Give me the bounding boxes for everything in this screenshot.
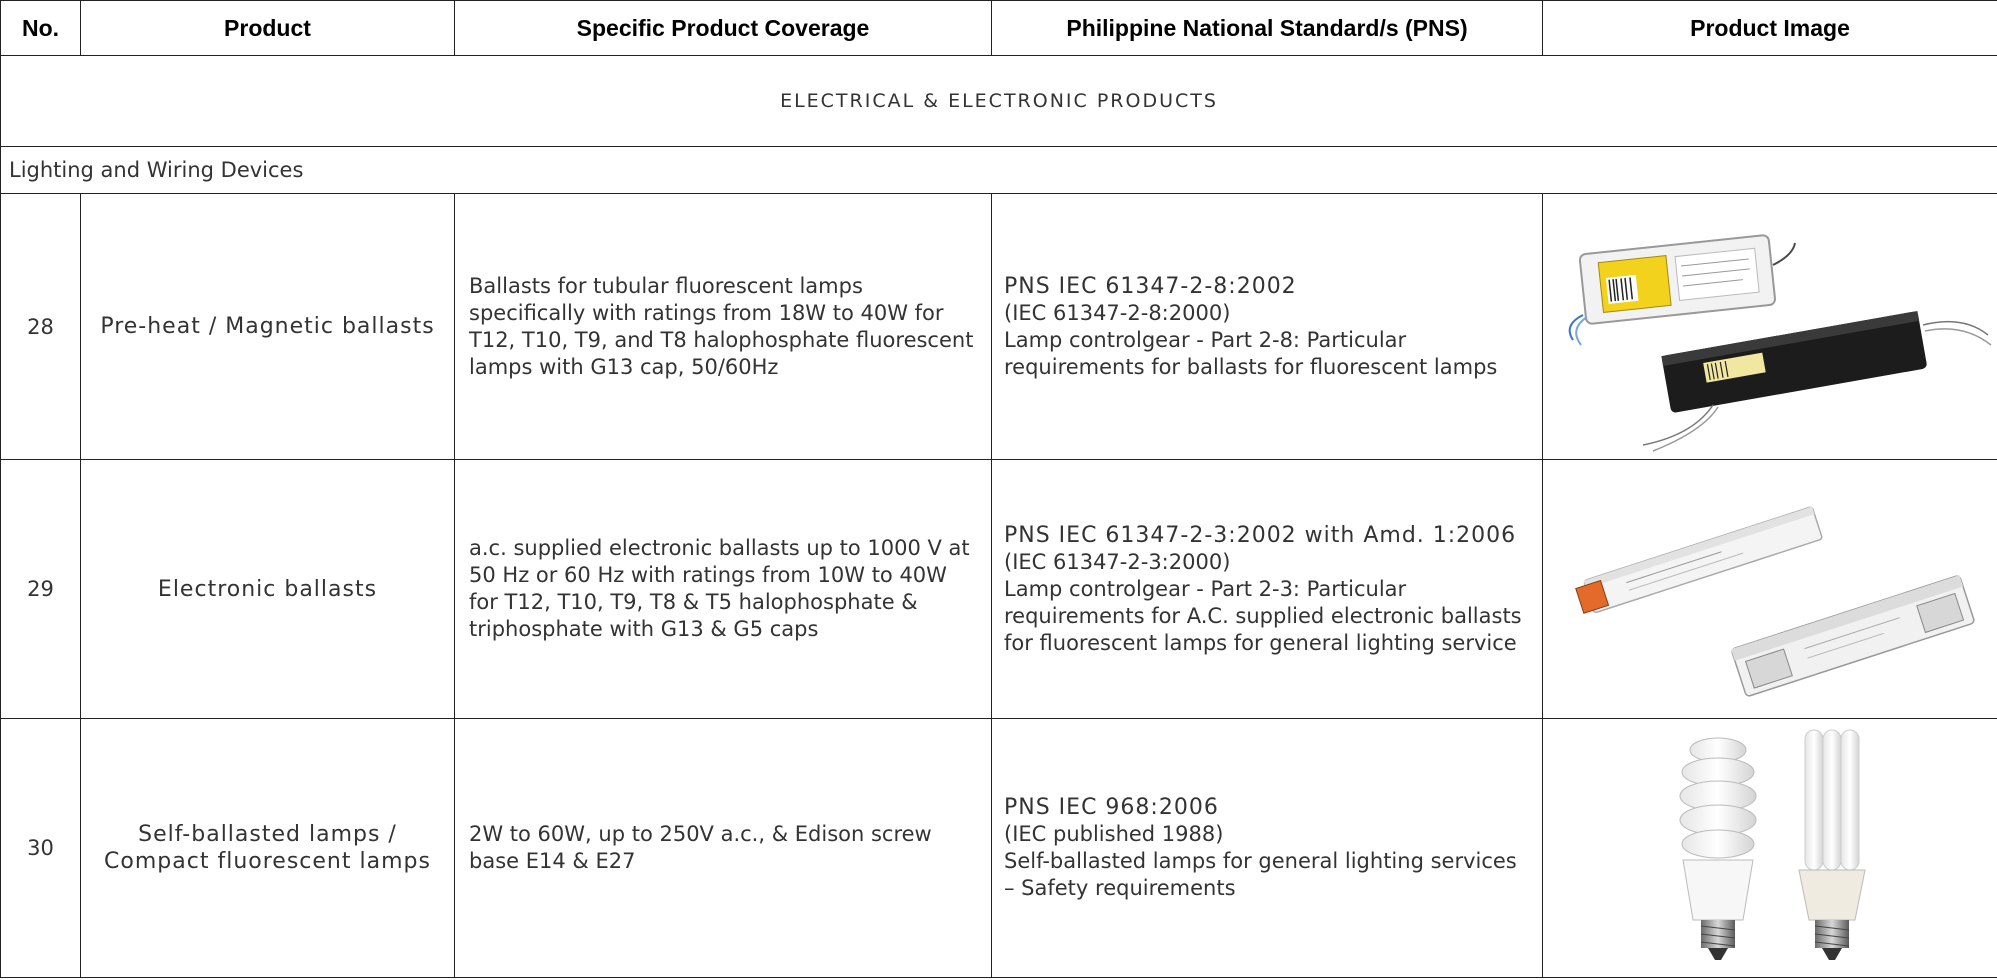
magnetic-ballasts-photo [1543, 195, 1997, 458]
header-no: No. [1, 1, 81, 56]
product-name: Pre-heat / Magnetic ballasts [81, 194, 455, 460]
subsection-row [1, 147, 1997, 194]
product-coverage: Ballasts for tubular fluorescent lamps specifically with ratings from 18W to 40W for T12, T10, T9, and T8 halophosphate fluorescent lamps with G13 cap, 50/60Hz [455, 194, 992, 460]
header-coverage: Specific Product Coverage [455, 1, 992, 56]
pns-code: PNS IEC 61347-2-8:2002 [1004, 273, 1297, 299]
section-row [1, 56, 1997, 147]
header-pns: Philippine National Standard/s (PNS) [992, 1, 1543, 56]
product-coverage: a.c. supplied electronic ballasts up to 1000 V at 50 Hz or 60 Hz with ratings from 10W to 40W for T12, T10, T9, T8 & T5 halophosphate & triphosphate with G13 & G5 caps [455, 460, 992, 719]
table-row [1, 719, 1997, 978]
table-row [1, 194, 1997, 460]
pns-cell [992, 719, 1543, 978]
cfl-image [1543, 719, 1997, 978]
pns-cell [992, 194, 1543, 460]
header-product: Product [81, 1, 455, 56]
pns-iec: (IEC 61347-2-3:2000) [1004, 549, 1231, 574]
pns-code: PNS IEC 61347-2-3:2002 with Amd. 1:2006 [1004, 522, 1517, 548]
pns-description: Lamp controlgear - Part 2-3: Particular requirements for A.C. supplied electronic ballasts for fluorescent lamps for general lighting service [1004, 576, 1522, 655]
pns-description: Self-ballasted lamps for general lighting services – Safety requirements [1004, 849, 1517, 900]
header-row [1, 1, 1997, 56]
product-coverage: 2W to 60W, up to 250V a.c., & Edison screw base E14 & E27 [455, 719, 992, 978]
electronic-ballasts-photo [1543, 461, 1997, 717]
pns-iec: (IEC 61347-2-8:2000) [1004, 300, 1231, 325]
magnetic-ballasts-image [1543, 194, 1997, 460]
pns-code: PNS IEC 968:2006 [1004, 795, 1219, 820]
compact-fluorescent-lamps-photo [1543, 720, 1997, 976]
pns-description: Lamp controlgear - Part 2-8: Particular requirements for ballasts for fluorescent lamps [1004, 327, 1498, 379]
row-number: 28 [1, 194, 81, 460]
section-title: ELECTRICAL & ELECTRONIC PRODUCTS [1, 56, 1997, 147]
row-number: 30 [1, 719, 81, 978]
header-image: Product Image [1543, 1, 1997, 56]
product-name: Self-ballasted lamps / Compact fluorescent lamps [81, 719, 455, 978]
electronic-ballasts-image [1543, 460, 1997, 719]
subsection-title: Lighting and Wiring Devices [1, 147, 1997, 194]
product-name: Electronic ballasts [81, 460, 455, 719]
pns-iec: (IEC published 1988) [1004, 822, 1224, 846]
row-number: 29 [1, 460, 81, 719]
pns-cell [992, 460, 1543, 719]
table-row [1, 460, 1997, 719]
